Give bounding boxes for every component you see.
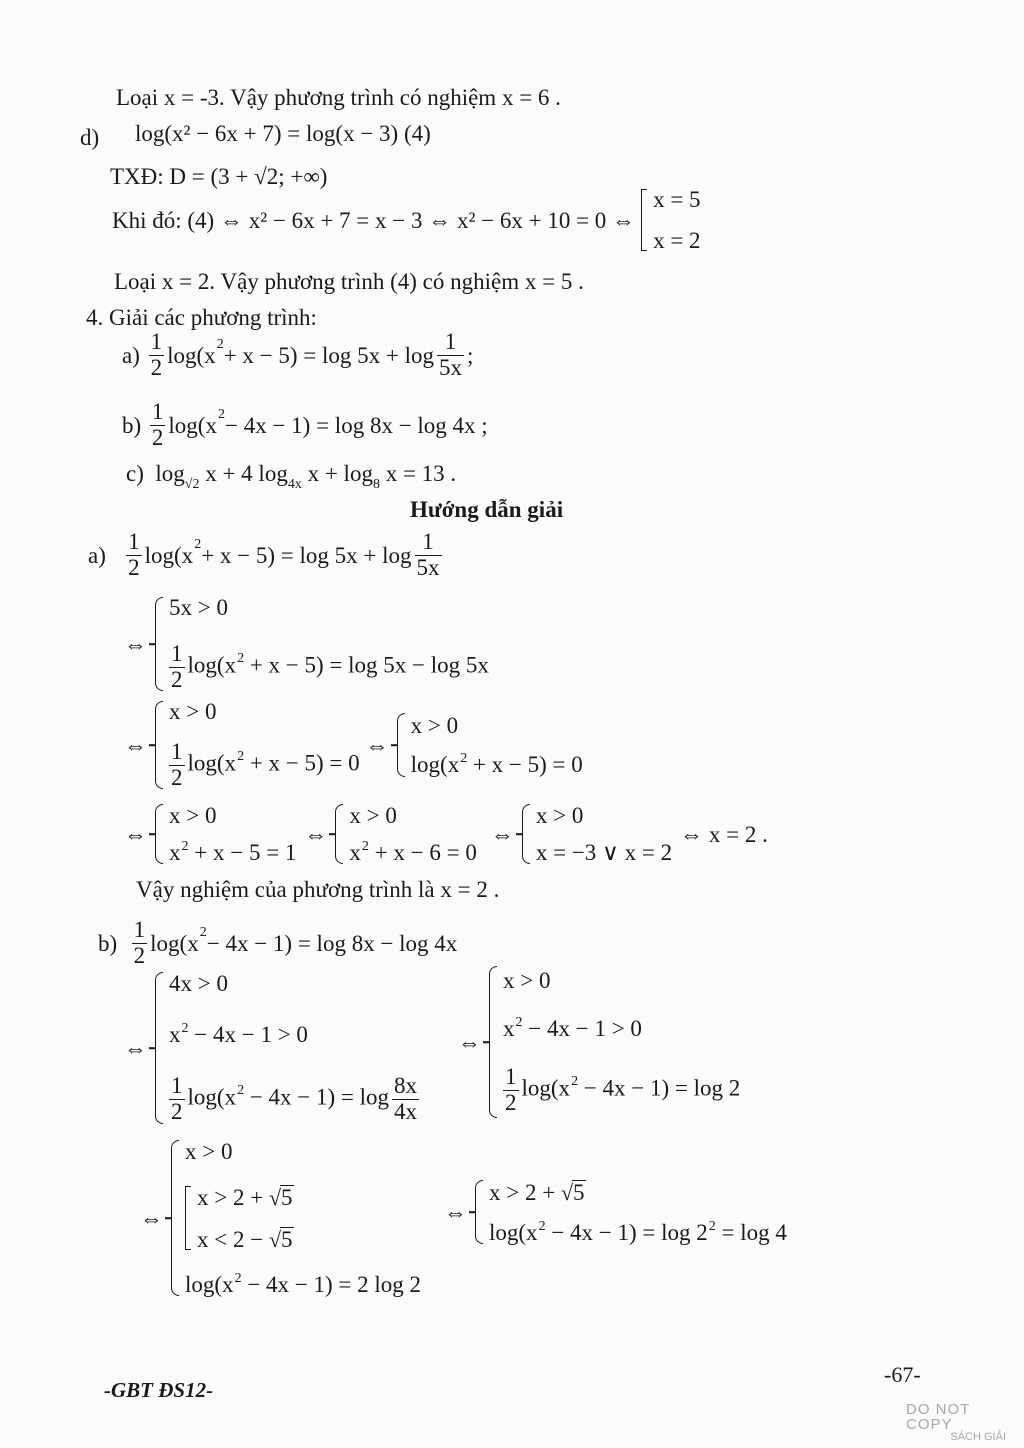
solution-a-step3: ⇔ x > 0 $x^2 + x - 5 = 1$ ⇔ x > 0 $x^2 + x - 6 = 0$ ⇔ x > 0 x = −3 ∨ x = 2 ⇔ x = 2 . [124,803,768,865]
watermark-top: DO NOT COPY [906,1401,971,1433]
part-d-equation: log(x² − 6x + 7) = log(x − 3) (4) [135,121,431,146]
problem-4c: c) $\log_{√2} x + 4$ $\log_{4x} x + \log_8 x = 13$ . [126,461,457,492]
line-loai-x-2: Loại x = 2. Vậy phương trình (4) có nghiệm x = 5 . [114,269,584,294]
solution-b-step2: ⇔ x > 0 $x^2 - 4x - 1 > 0$ $\frac{1}{2}$ $\log(x^2 - 4x - 1) = \log 2$ [458,966,740,1118]
solution-heading: Hướng dẫn giải [410,497,564,522]
problem-4a: a) $\frac{1}{2}$ log(x $^2$ + x − 5) = log 5x + log $\frac{1}{5x}$ ; [122,329,474,381]
khi-do-text: Khi đó: (4) ⇔ x² − 6x + 7 = x − 3 ⇔ x² − 6x + 10 = 0 ⇔ [112,207,636,233]
solution-a-step2: ⇔ x > 0 $\frac{1}{2}$ $\log(x^2 + x - 5) = 0$ ⇔ x > 0 $\log(x^2 + x - 5) = 0$ [124,699,583,790]
solution-a-conclusion: Vậy nghiệm của phương trình là x = 2 . [136,877,500,902]
domain-line: TXĐ: D = (3 + √2; +∞) [110,164,328,189]
solution-b-equation: b) $\frac{1}{2}$ log(x $^2$ − 4x − 1) = log 8x − log 4x [98,917,458,969]
problem-4c-label: c) [126,461,144,486]
watermark-logo [906,1401,1006,1443]
problem-4b-label: b) [122,412,142,438]
root-x-5: x = 5 [653,187,701,212]
solution-b-step3: ⇔ x > 0 x > 2 + √5 x < 2 − √5 $\log(x^2 - 4x - 1) = 2$ log 2 [140,1139,422,1297]
problem-4-title: 4. Giải các phương trình: [86,305,317,330]
root-x-2: x = 2 [653,228,701,253]
solution-b-step4: ⇔ x > 2 + √5 $\log(x^2 - 4x - 1) = \log 2^2 = \log 4$ [444,1180,787,1245]
page-number: -67- [884,1362,921,1387]
problem-4b: b) $\frac{1}{2}$ log(x $^2$ − 4x − 1) = log 8x − log 4x ; [122,399,488,451]
part-d-label: d) [80,125,100,150]
solution-a-equation: a) $\frac{1}{2}$ log(x $^2$ + x − 5) = log 5x + log $\frac{1}{5x}$ [88,529,440,581]
line-loai-x-3: Loại x = -3. Vậy phương trình có nghiệm x = 6 . [116,85,561,110]
watermark-bottom: SÁCH GIẢI [950,1431,1006,1443]
problem-4a-label: a) [122,342,140,368]
solution-a-step1: ⇔ 5x > 0 $\frac{1}{2}$ $\log(x^2 + x - 5) = \log 5x - \log 5x$ [124,595,489,692]
solution-b-label: b) [98,930,118,956]
footer-book-code: -GBT ĐS12- [104,1378,214,1402]
bracket [641,189,647,251]
solution-a-label: a) [88,542,106,568]
khi-do-line [112,186,701,254]
solution-b-step1: ⇔ 4x > 0 $x^2 - 4x - 1 > 0$ $\frac{1}{2}$ $\log(x^2 - 4x - 1) = \log$ $\frac{8x}{4x}$ [124,971,418,1124]
